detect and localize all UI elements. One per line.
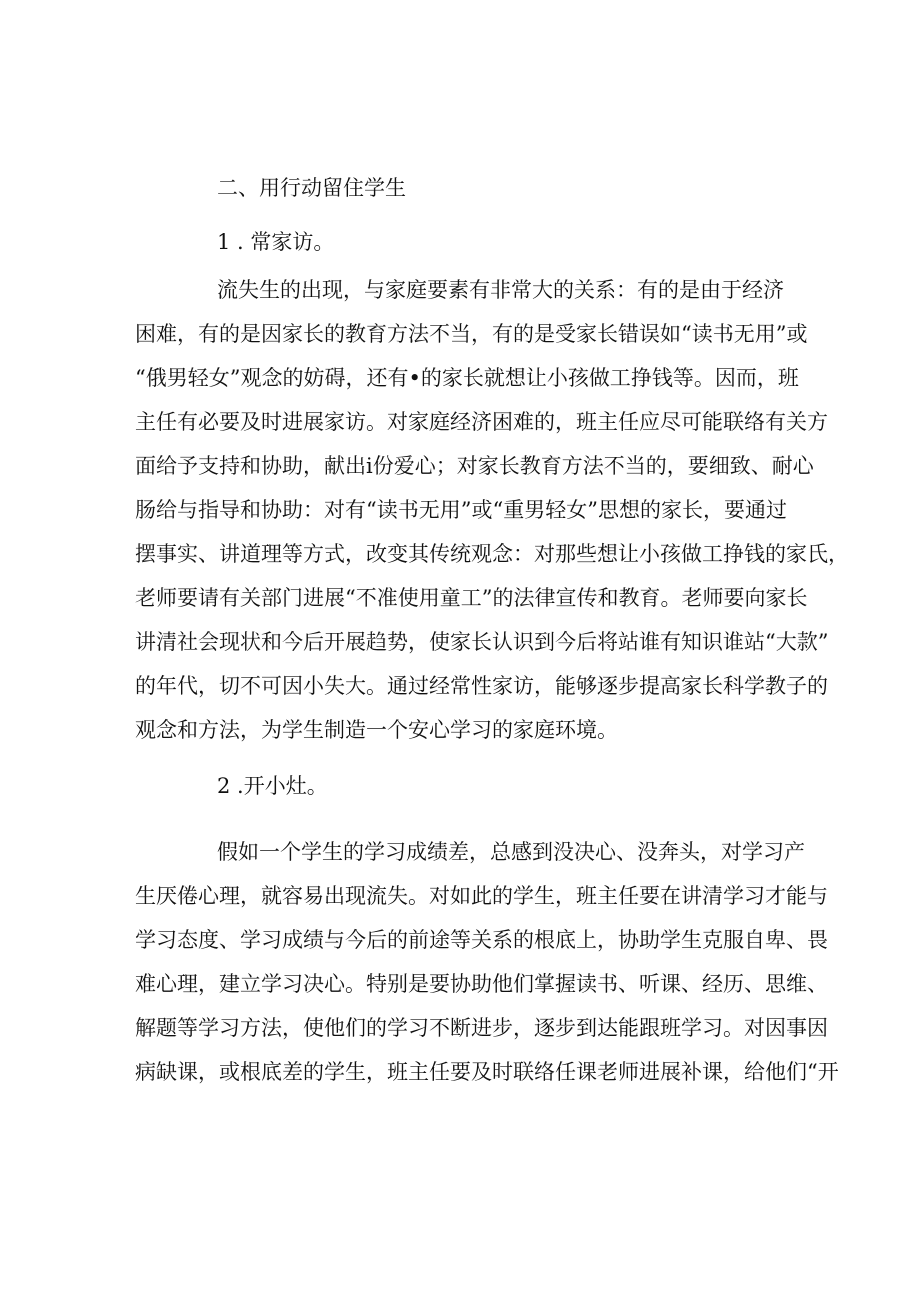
paragraph1-line: 流失生的出现，与家庭要素有非常大的关系：有的是由于经济 (217, 278, 784, 302)
paragraph1-line: 讲清社会现状和今后开展趋势，使家长认识到今后将站谁有知识谁站“大款” (135, 630, 829, 654)
item2-heading: 2 .开小灶。 (217, 774, 328, 798)
paragraph2-line: 学习态度、学习成绩与今后的前途等关系的根底上，协助学生克服自卑、畏 (135, 928, 828, 952)
paragraph1-line: 肠给与指导和协助：对有“读书无用”或“重男轻女”思想的家长，要通过 (135, 498, 787, 522)
paragraph2-line: 生厌倦心理，就容易出现流失。对如此的学生，班主任要在讲清学习才能与 (135, 884, 828, 908)
paragraph1-line: 摆事实、讲道理等方式，改变其传统观念：对那些想让小孩做工挣钱的家氏， (135, 542, 849, 566)
item1-heading: 1 . 常家访。 (217, 230, 335, 254)
section-heading: 二、用行动留住学生 (217, 176, 406, 200)
paragraph2-line: 病缺课，或根底差的学生，班主任要及时联络任课老师进展补课，给他们“开 (135, 1060, 839, 1084)
paragraph1-line: 老师要请有关部门进展“不准使用童工”的法律宣传和教育。老师要向家长 (135, 586, 808, 610)
paragraph2-line: 解题等学习方法，使他们的学习不断进步，逐步到达能跟班学习。对因事因 (135, 1016, 828, 1040)
paragraph1-line: 困难，有的是因家长的教育方法不当，有的是受家长错误如“读书无用”或 (135, 322, 808, 346)
paragraph2-line: 假如一个学生的学习成绩差，总感到没决心、没奔头，对学习产 (217, 840, 805, 864)
paragraph1-line: “俄男轻女”观念的妨碍，还有•的家长就想让小孩做工挣钱等。因而，班 (135, 366, 799, 390)
paragraph1-line: 主任有必要及时进展家访。对家庭经济困难的，班主任应尽可能联络有关方 (135, 410, 828, 434)
paragraph1-line: 观念和方法，为学生制造一个安心学习的家庭环境。 (135, 718, 618, 742)
paragraph2-line: 难心理，建立学习决心。特别是要协助他们掌握读书、听课、经历、思维、 (135, 972, 828, 996)
paragraph1-line: 面给予支持和协助，献出i份爱心；对家长教育方法不当的，要细致、耐心 (135, 454, 814, 478)
paragraph1-line: 的年代，切不可因小失大。通过经常性家访，能够逐步提高家长科学教子的 (135, 674, 828, 698)
